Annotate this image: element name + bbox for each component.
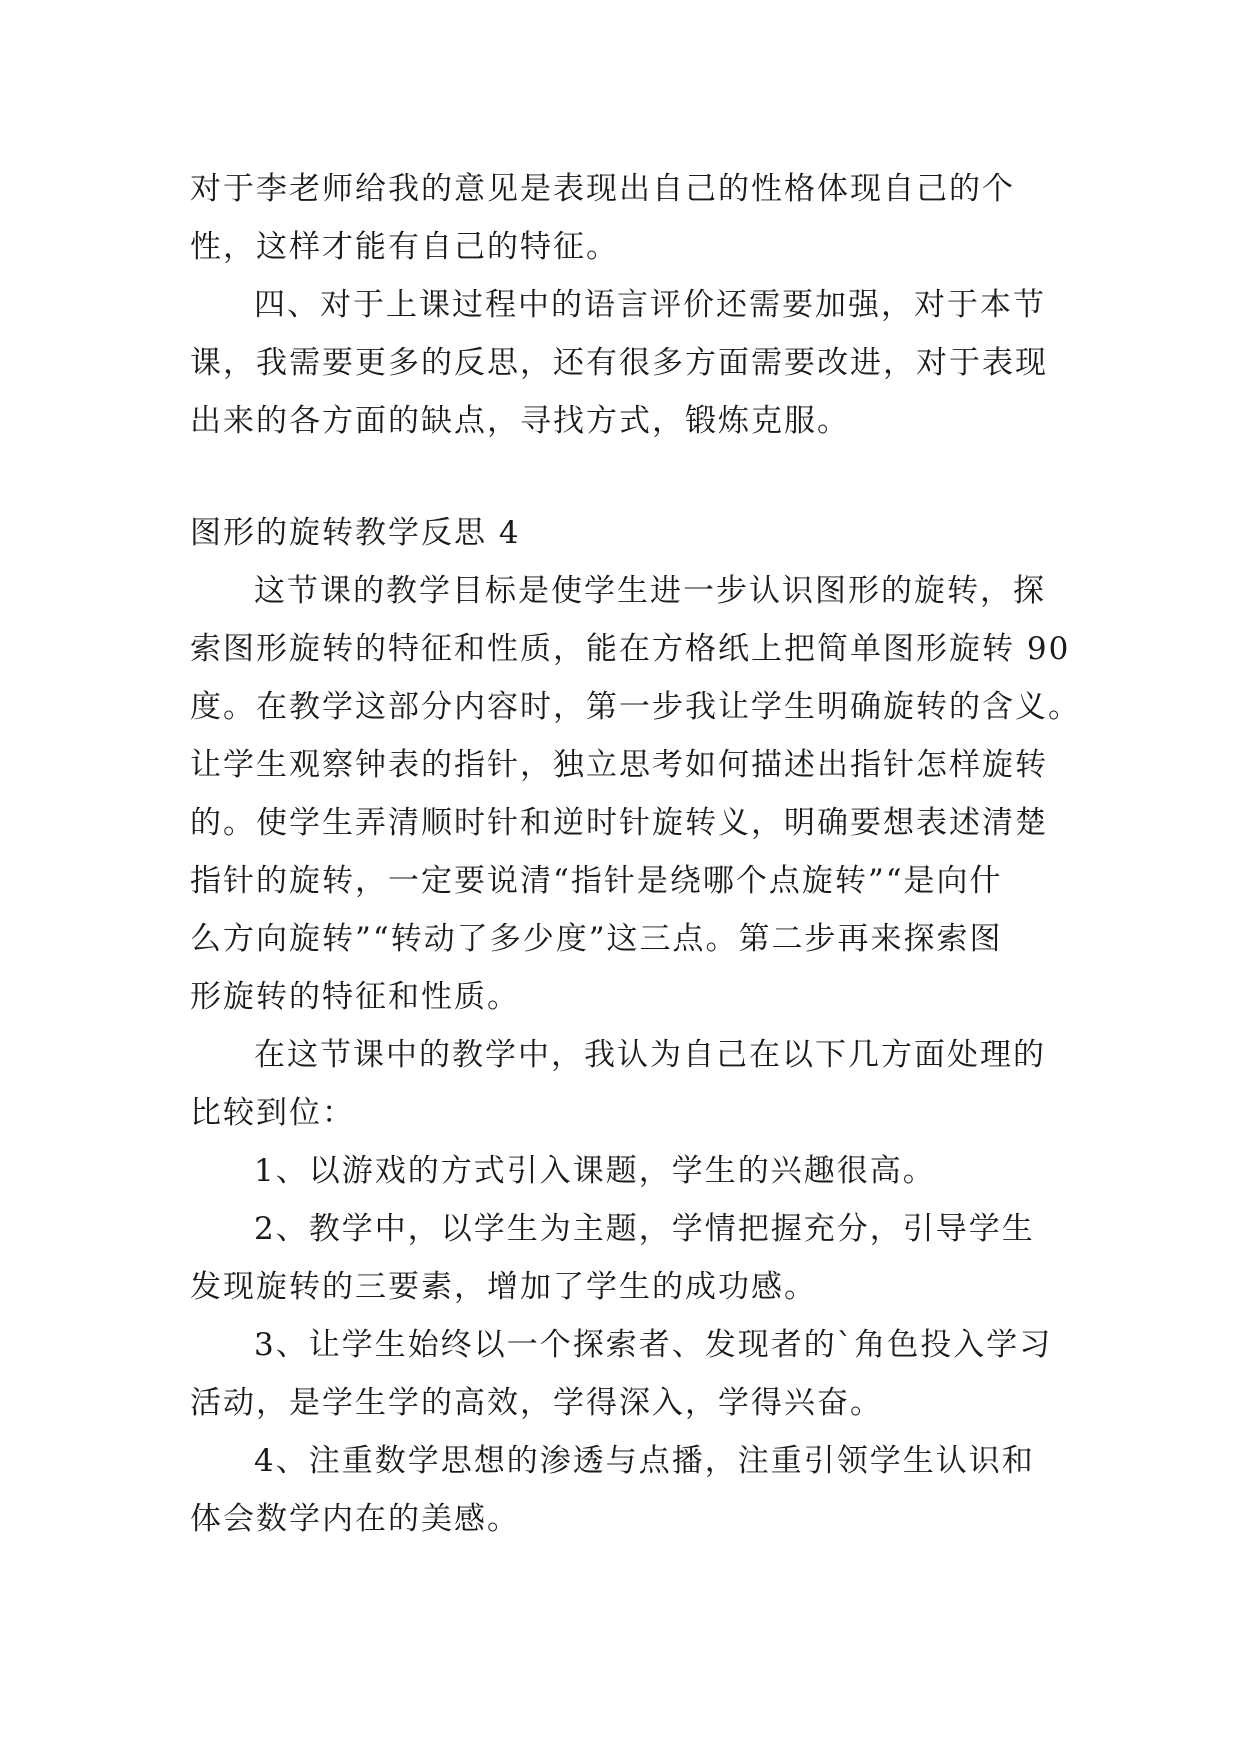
paragraph-strengths-intro (190, 1026, 1050, 1142)
text-line: 出来的各方面的缺点，寻找方式，锻炼克服。 (190, 403, 850, 439)
text-line: 性，这样才能有自己的特征。 (190, 229, 619, 265)
text-line: 4、注重数学思想的渗透与点播，注重引领学生认识和 (254, 1443, 1035, 1479)
paragraph-point-four (190, 276, 1050, 450)
text-line: 四、对于上课过程中的语言评价还需要加强，对于本节 (254, 287, 1046, 323)
text-line: 度。在教学这部分内容时，第一步我让学生明确旋转的含义。 (190, 689, 1081, 725)
section-gap (190, 450, 1050, 504)
text-line: 让学生观察钟表的指针，独立思考如何描述出指针怎样旋转 (190, 747, 1048, 783)
text-line: 3、让学生始终以一个探索者、发现者的`角色投入学习 (254, 1327, 1053, 1363)
text-line: 形旋转的特征和性质。 (190, 979, 520, 1015)
text-line: 活动，是学生学的高效，学得深入，学得兴奋。 (190, 1385, 883, 1421)
text-line: 1、以游戏的方式引入课题，学生的兴趣很高。 (254, 1153, 936, 1189)
text-line: 的。使学生弄清顺时针和逆时针旋转义，明确要想表述清楚 (190, 805, 1048, 841)
text-line: 发现旋转的三要素，增加了学生的成功感。 (190, 1269, 817, 1305)
list-item-4 (190, 1432, 1050, 1548)
text-line: 体会数学内在的美感。 (190, 1501, 520, 1537)
list-item-2 (190, 1200, 1050, 1316)
list-item-1 (190, 1142, 1050, 1200)
text-line: 么方向旋转”“转动了多少度”这三点。第二步再来探索图 (190, 921, 1003, 957)
text-line: 在这节课中的教学中，我认为自己在以下几方面处理的 (254, 1037, 1046, 1073)
section-heading: 图形的旋转教学反思 4 (190, 515, 521, 551)
text-line: 指针的旋转，一定要说清“指针是绕哪个点旋转”“是向什 (190, 863, 1003, 899)
text-line: 对于李老师给我的意见是表现出自己的性格体现自己的个 (190, 171, 1015, 207)
paragraph-teaching-goal (190, 562, 1081, 1026)
text-line: 这节课的教学目标是使学生进一步认识图形的旋转，探 (254, 573, 1046, 609)
text-line: 比较到位： (190, 1095, 355, 1131)
paragraph-teacher-feedback (190, 160, 1050, 276)
text-line: 2、教学中，以学生为主题，学情把握充分，引导学生 (254, 1211, 1035, 1247)
document-page (190, 160, 1081, 1548)
text-line: 课，我需要更多的反思，还有很多方面需要改进，对于表现 (190, 345, 1048, 381)
list-item-3 (190, 1316, 1053, 1432)
text-line: 索图形旋转的特征和性质，能在方格纸上把简单图形旋转 90 (190, 631, 1071, 667)
